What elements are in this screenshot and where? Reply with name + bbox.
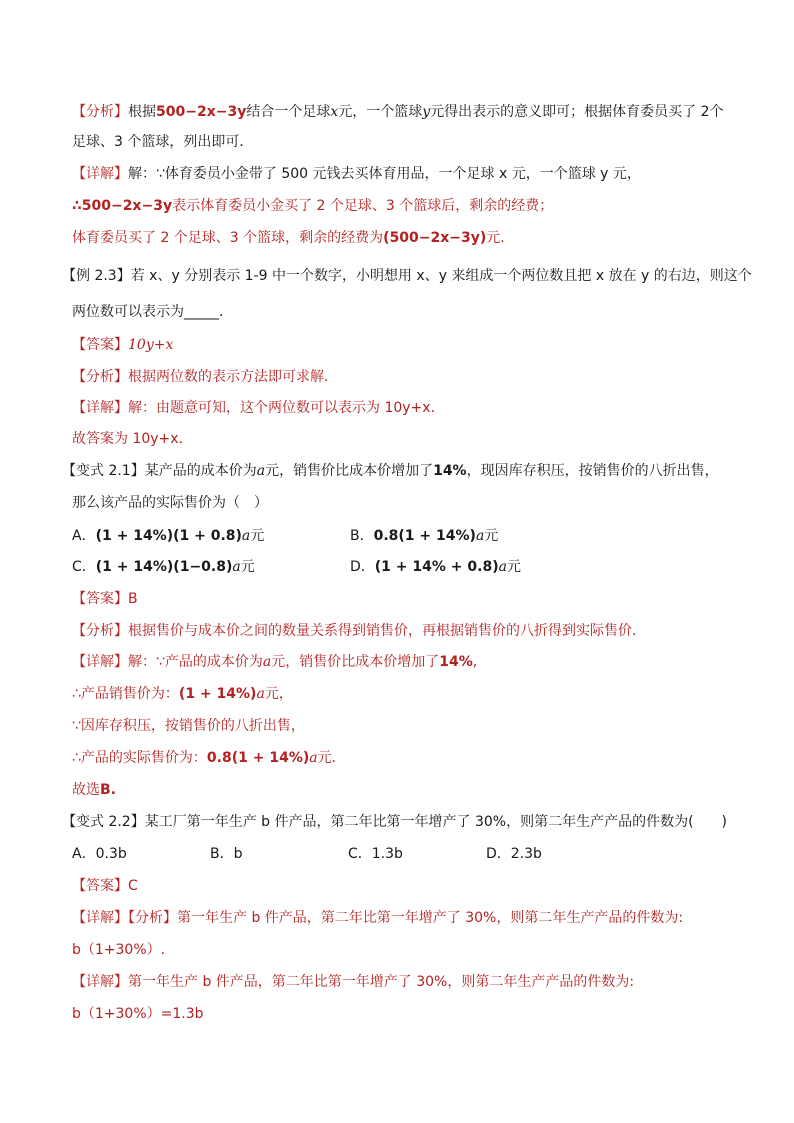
example-2-3-question: 【例 2.3】若 x、y 分别表示 1-9 中一个数字，小明想用 x、y 来组成一个两位数且把 x 放在 y 的右边，则这个: [62, 268, 752, 284]
option-c: C．(1 + 14%)(1−0.8)a元: [72, 559, 255, 575]
solution-line-3: ∵因库存积压，按销售价的八折出售，: [72, 718, 305, 734]
solution-line-3: 【详解】第一年生产 b 件产品，第二年比第一年增产了 30%，则第二年生产产品的件数为:: [72, 974, 635, 990]
solution-line-4: b（1+30%）=1.3b: [72, 1006, 204, 1022]
answer-line: 【答案】B: [72, 591, 138, 607]
solution-line-1: 【详解】【分析】第一年生产 b 件产品，第二年比第一年增产了 30%，则第二年生产产品的件数为:: [72, 910, 684, 926]
expression: ∴500−2x−3y: [72, 198, 173, 214]
option-b: B．b: [210, 846, 243, 862]
variation-2-1-question-cont: 那么该产品的实际售价为（ ）: [72, 495, 268, 511]
solution-tag: 【详解】: [72, 400, 128, 416]
solution-tag: 【详解】: [72, 974, 128, 990]
analysis-tag: 【分析】: [72, 369, 128, 385]
answer-tag: 【答案】: [72, 591, 128, 607]
expression: (500−2x−3y): [383, 230, 487, 246]
solution-tag: 【详解】: [72, 654, 128, 670]
analysis-tag: 【分析】: [72, 104, 128, 120]
example-tag: 【例 2.3】: [62, 268, 131, 284]
option-c: C．1.3b: [348, 846, 403, 862]
answer-tag: 【答案】: [72, 878, 128, 894]
analysis-line-1: 【分析】根据500−2x−3y结合一个足球x元，一个篮球y元得出表示的意义即可；根据体育委员买了 2个: [72, 104, 724, 120]
option-b: B．0.8(1 + 14%)a元: [350, 528, 499, 544]
variation-tag: 【变式 2.1】: [62, 463, 145, 479]
option-a: A．0.3b: [72, 846, 127, 862]
solution-line-3: 体育委员买了 2 个足球、3 个篮球，剩余的经费为(500−2x−3y)元．: [72, 230, 515, 246]
option-d: D．2.3b: [486, 846, 542, 862]
expression: 500−2x−3y: [156, 104, 247, 120]
solution-line-2: b（1+30%）.: [72, 942, 166, 958]
solution-line-1: 【详解】解：∵体育委员小金带了 500 元钱去买体育用品，一个足球 x 元，一个篮球 y 元，: [72, 166, 641, 182]
analysis-tag: 【分析】: [128, 910, 177, 926]
analysis-tag: 【分析】: [72, 623, 128, 639]
analysis-line: 【分析】根据两位数的表示方法即可求解．: [72, 369, 338, 385]
solution-line: 【详解】解：由题意可知，这个两位数可以表示为 10y+x．: [72, 400, 445, 416]
analysis-line: 【分析】根据售价与成本价之间的数量关系得到销售价，再根据销售价的八折得到实际售价．: [72, 623, 646, 639]
solution-line-2: ∴产品销售价为：(1 + 14%)a元，: [72, 686, 293, 702]
solution-tag: 【详解】: [72, 910, 128, 926]
analysis-line-2: 足球、3 个篮球，列出即可．: [72, 134, 254, 150]
variation-2-1-question: 【变式 2.1】某产品的成本价为a元，销售价比成本价增加了14%，现因库存积压，按销售价的八折出售，: [62, 463, 719, 479]
conclusion-line: 故答案为 10y+x．: [72, 431, 193, 447]
option-a: A．(1 + 14%)(1 + 0.8)a元: [72, 528, 265, 544]
option-d: D．(1 + 14% + 0.8)a元: [350, 559, 521, 575]
example-2-3-question-cont: 两位数可以表示为_____．: [72, 304, 233, 320]
answer-line: 【答案】10y+x: [72, 337, 174, 353]
conclusion-line: 故选B.: [72, 782, 116, 798]
solution-tag: 【详解】: [72, 166, 128, 182]
variation-tag: 【变式 2.2】: [62, 814, 145, 830]
answer-blank: _____: [184, 304, 219, 320]
solution-line-2: ∴500−2x−3y表示体育委员小金买了 2 个足球、3 个篮球后，剩余的经费；: [72, 198, 554, 214]
variation-2-2-question: 【变式 2.2】某工厂第一年生产 b 件产品，第二年比第一年增产了 30%，则第二年生产产品的件数为( ): [62, 814, 727, 830]
answer-tag: 【答案】: [72, 337, 128, 353]
solution-line-1: 【详解】解：∵产品的成本价为a元，销售价比成本价增加了14%,: [72, 654, 478, 670]
solution-line-4: ∴产品的实际售价为：0.8(1 + 14%)a元．: [72, 750, 346, 766]
answer-line: 【答案】C: [72, 878, 138, 894]
